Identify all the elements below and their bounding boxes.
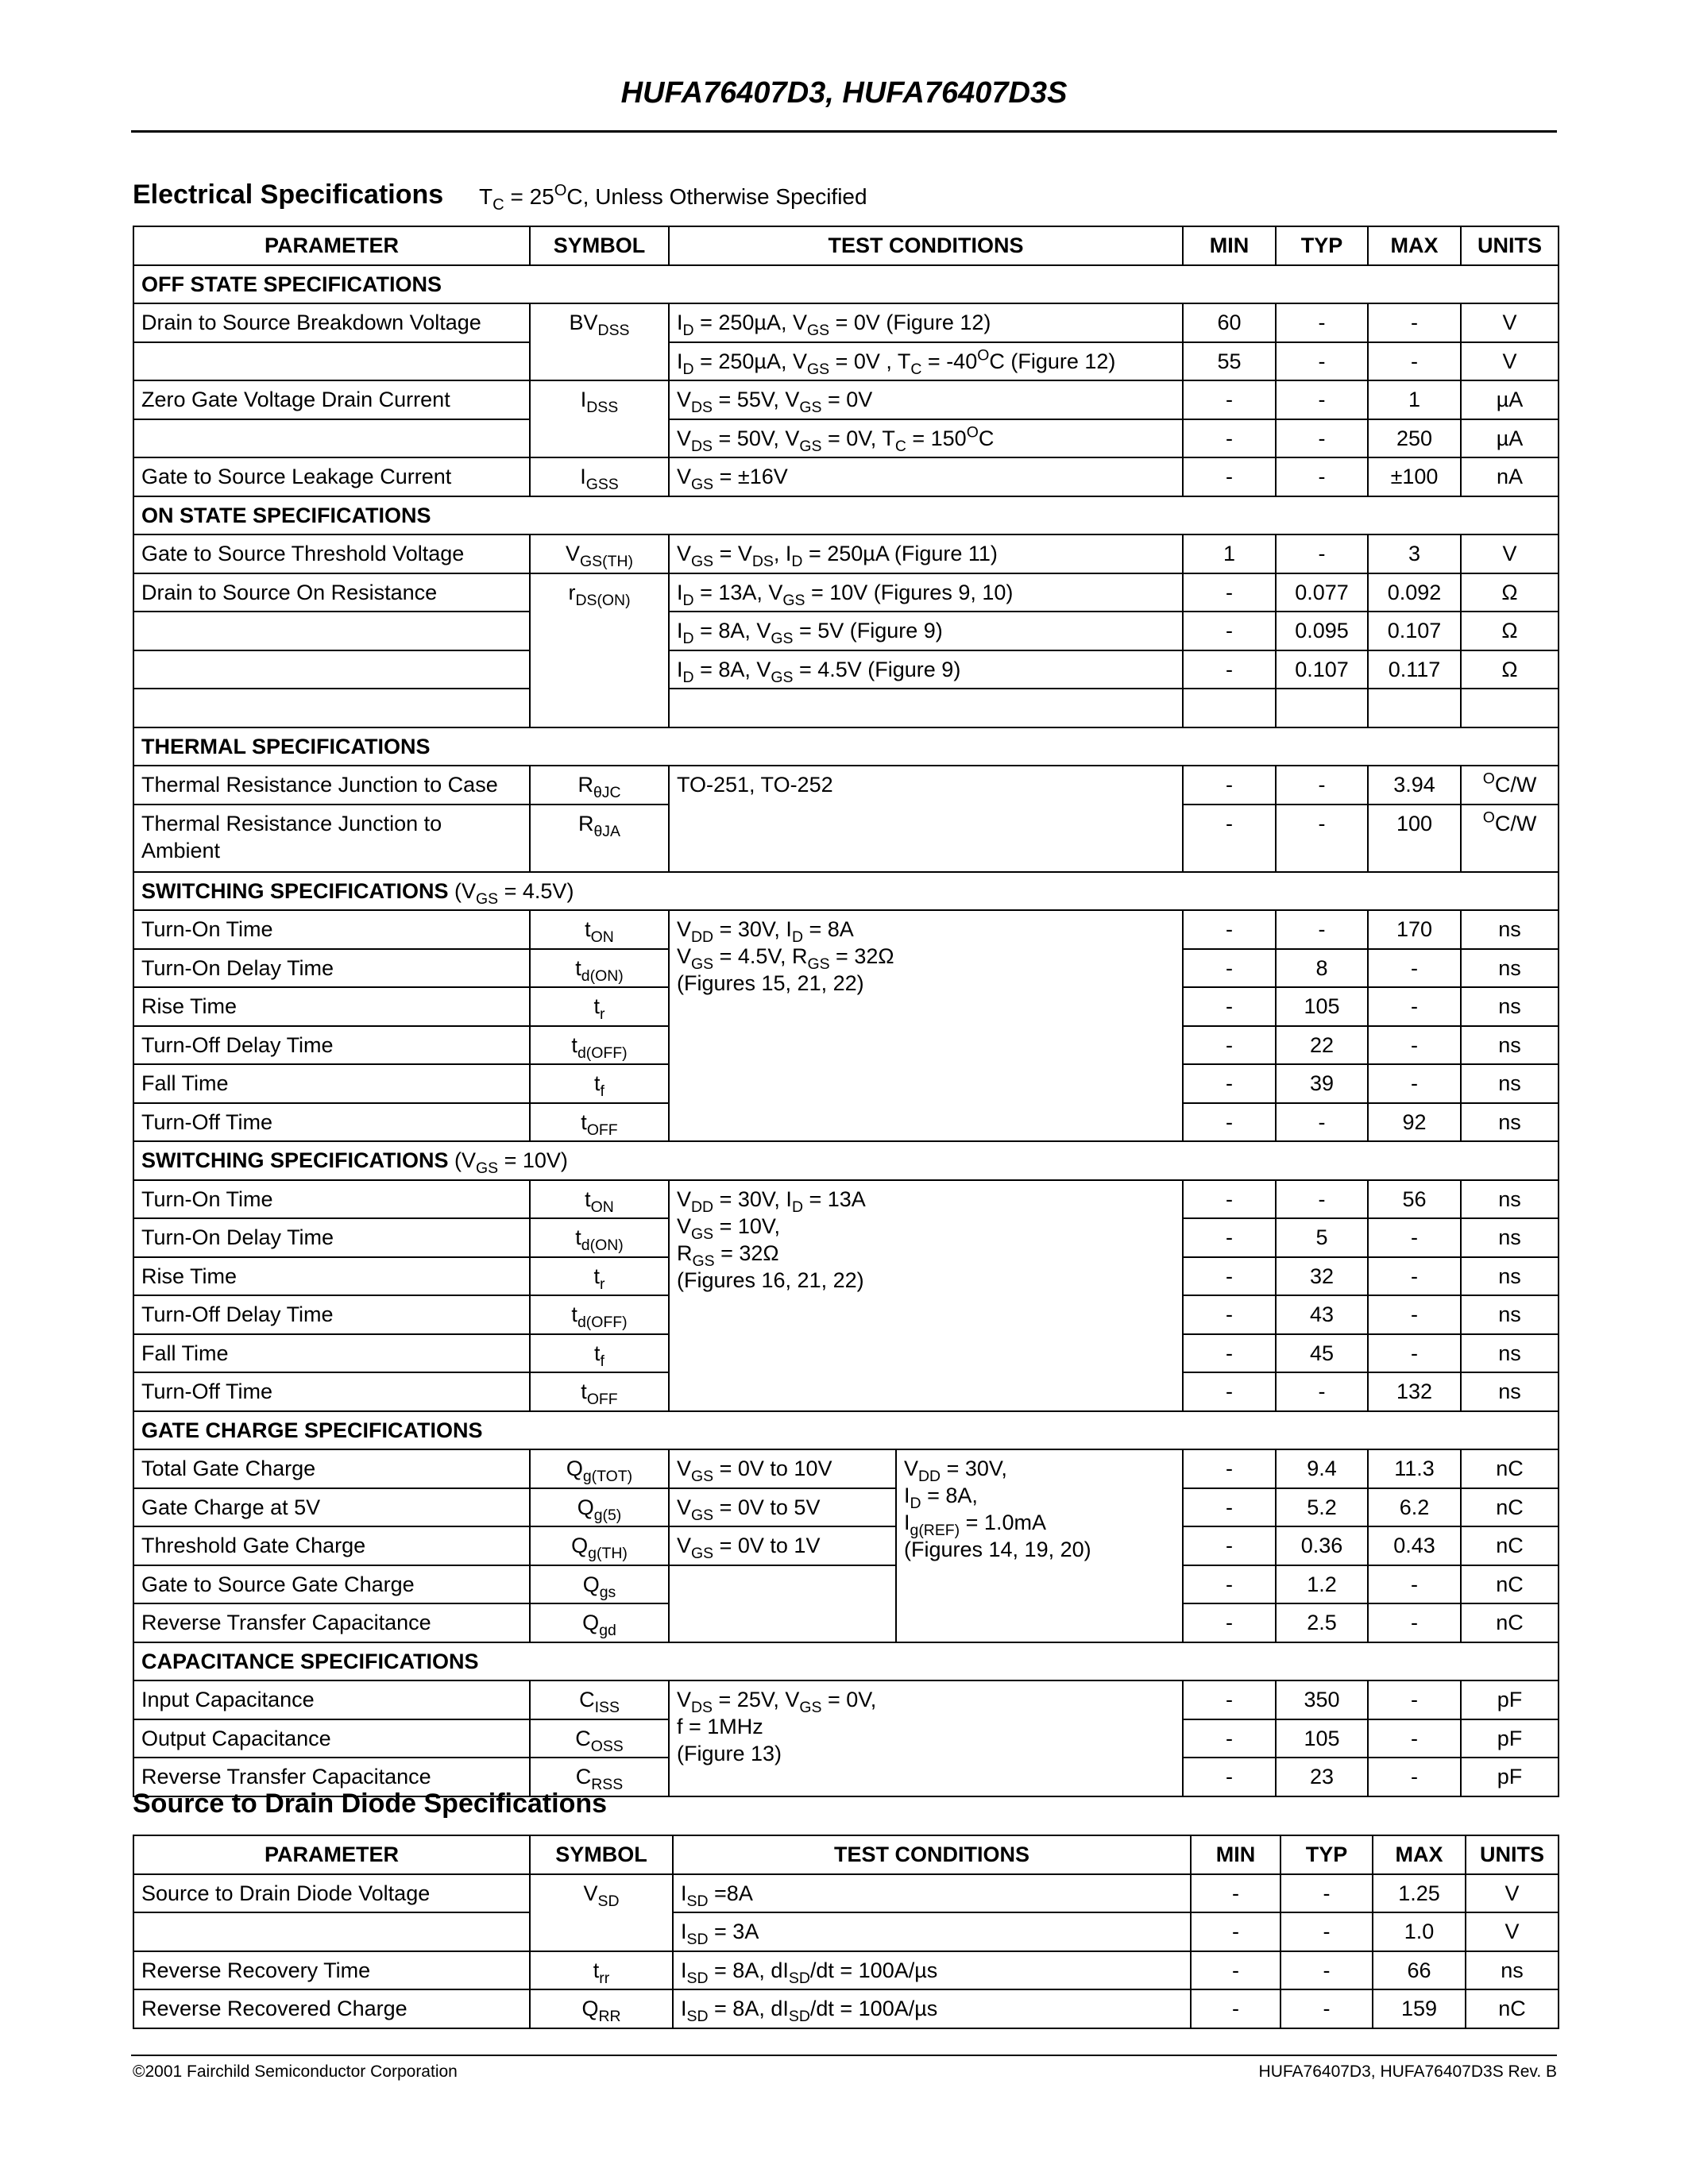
units-cell: V	[1461, 342, 1559, 381]
param-cell: Threshold Gate Charge	[133, 1526, 530, 1565]
cond-cell: $V_{GS} = V_{DS}$, $I_D = 250\mu A$ (Figure 11)	[669, 534, 1183, 573]
max-cell: 0.092	[1368, 573, 1461, 612]
section-gate-charge: GATE CHARGE SPECIFICATIONS	[133, 1411, 1559, 1450]
min-cell: -	[1183, 766, 1276, 805]
units-cell: V	[1461, 303, 1559, 342]
units-cell: V	[1466, 1912, 1559, 1951]
max-cell: 3	[1368, 534, 1461, 573]
param-cell	[133, 342, 530, 381]
table-header-row	[133, 226, 1559, 265]
cond-cell: $I_D = 250\mu A$, $V_{GS} = 0V$ (Figure 12)	[669, 303, 1183, 342]
cond-cell: $V_{DS} = 25V$, $V_{GS} = 0V$, f = 1MHz (Figure 13)	[669, 1680, 1183, 1796]
param-cell: Fall Time	[133, 1064, 530, 1103]
units-cell: ns	[1461, 1295, 1559, 1334]
units-cell: nC	[1461, 1565, 1559, 1604]
section-switching-10v: SWITCHING SPECIFICATIONS $(V_{GS} = 10V)$	[133, 1141, 1559, 1180]
cond-cell: $I_D = 8A$, $V_{GS} = 4.5V$ (Figure 9)	[669, 650, 1183, 689]
units-cell: $^O$C/W	[1461, 766, 1559, 805]
units-cell: ns	[1461, 1334, 1559, 1373]
symbol-cell: $t_{rr}$	[530, 1951, 673, 1990]
symbol-cell: $Q_{RR}$	[530, 1989, 673, 2028]
min-cell	[1183, 689, 1276, 727]
param-cell: Gate to Source Gate Charge	[133, 1565, 530, 1604]
min-cell: -	[1183, 380, 1276, 419]
typ-cell: 23	[1276, 1758, 1368, 1796]
min-cell: -	[1183, 612, 1276, 650]
typ-cell: 45	[1276, 1334, 1368, 1373]
section-thermal: THERMAL SPECIFICATIONS	[133, 727, 1559, 766]
max-cell: -	[1368, 1719, 1461, 1758]
min-cell: -	[1183, 1719, 1276, 1758]
symbol-cell: $t_{d(OFF)}$	[530, 1295, 669, 1334]
col-parameter: PARAMETER	[133, 226, 530, 265]
cond-cell: $V_{GS} = \pm 16V$	[669, 457, 1183, 496]
electrical-spec-table	[133, 226, 1559, 1797]
typ-cell: 350	[1276, 1680, 1368, 1719]
param-cell: Source to Drain Diode Voltage	[133, 1874, 530, 1913]
max-cell: -	[1368, 1758, 1461, 1796]
units-cell: Ω	[1461, 612, 1559, 650]
min-cell: -	[1183, 573, 1276, 612]
symbol-cell: $t_{OFF}$	[530, 1103, 669, 1142]
max-cell: 100	[1368, 805, 1461, 872]
min-cell: -	[1183, 1295, 1276, 1334]
units-cell: pF	[1461, 1758, 1559, 1796]
units-cell: ns	[1461, 1257, 1559, 1296]
cond-cell	[669, 1565, 896, 1642]
diode-spec-title: Source to Drain Diode Specifications	[133, 1788, 608, 1819]
cond-cell: $V_{DD} = 30V$, $I_D = 8A$ $V_{GS} = 4.5V$, $R_{GS} = 32\Omega$ (Figures 15, 21, 22)	[669, 910, 1183, 1141]
symbol-cell: $C_{RSS}$	[530, 1758, 669, 1796]
col-units: UNITS	[1461, 226, 1559, 265]
typ-cell: 0.077	[1276, 573, 1368, 612]
symbol-cell: $t_f$	[530, 1064, 669, 1103]
col-test-conditions: TEST CONDITIONS	[673, 1835, 1191, 1874]
param-cell: Zero Gate Voltage Drain Current	[133, 380, 530, 419]
cond-cell: $I_D = 8A$, $V_{GS} = 5V$ (Figure 9)	[669, 612, 1183, 650]
symbol-cell: $C_{OSS}$	[530, 1719, 669, 1758]
cond-cell: $V_{DS} = 50V$, $V_{GS} = 0V$, $T_C = 150^OC$	[669, 419, 1183, 458]
param-cell: Reverse Transfer Capacitance	[133, 1603, 530, 1642]
units-cell: nC	[1461, 1526, 1559, 1565]
typ-cell: 5	[1276, 1218, 1368, 1257]
symbol-cell: $t_{ON}$	[530, 910, 669, 949]
param-cell: Gate to Source Threshold Voltage	[133, 534, 530, 573]
param-cell: Turn-On Delay Time	[133, 949, 530, 988]
symbol-cell: $Q_{g(5)}$	[530, 1488, 669, 1527]
param-cell: Total Gate Charge	[133, 1449, 530, 1488]
min-cell: -	[1191, 1989, 1280, 2028]
max-cell: -	[1368, 987, 1461, 1026]
table-header-row	[133, 1835, 1559, 1874]
table-row	[133, 1989, 1559, 2028]
max-cell: 170	[1368, 910, 1461, 949]
symbol-cell: $V_{GS(TH)}$	[530, 534, 669, 573]
min-cell: -	[1183, 1372, 1276, 1411]
max-cell: -	[1368, 1295, 1461, 1334]
cond-cell-shared: $V_{DD} = 30V$, $I_D = 8A$, $I_{g(REF)} = 1.0mA$ (Figures 14, 19, 20)	[896, 1449, 1183, 1642]
table-row	[133, 1912, 1559, 1951]
typ-cell: -	[1276, 457, 1368, 496]
table-row	[133, 534, 1559, 573]
param-cell: Reverse Recovered Charge	[133, 1989, 530, 2028]
electrical-spec-title: Electrical Specifications	[133, 179, 444, 210]
section-switching-4v5: SWITCHING SPECIFICATIONS $(V_{GS} = 4.5V)$	[133, 872, 1559, 911]
param-cell: Turn-Off Delay Time	[133, 1026, 530, 1065]
typ-cell: 0.095	[1276, 612, 1368, 650]
typ-cell: 2.5	[1276, 1603, 1368, 1642]
table-row	[133, 1680, 1559, 1719]
max-cell: ±100	[1368, 457, 1461, 496]
param-cell: Drain to Source On Resistance	[133, 573, 530, 612]
units-cell: nA	[1461, 457, 1559, 496]
symbol-cell: $t_{d(ON)}$	[530, 949, 669, 988]
min-cell: -	[1183, 987, 1276, 1026]
units-cell: ns	[1461, 1218, 1559, 1257]
units-cell: $^O$C/W	[1461, 805, 1559, 872]
table-row	[133, 342, 1559, 381]
typ-cell: -	[1280, 1989, 1373, 2028]
typ-cell: 0.36	[1276, 1526, 1368, 1565]
max-cell: 1.0	[1373, 1912, 1466, 1951]
typ-cell: 22	[1276, 1026, 1368, 1065]
table-row	[133, 910, 1559, 949]
max-cell: -	[1368, 303, 1461, 342]
max-cell: 250	[1368, 419, 1461, 458]
typ-cell: 105	[1276, 1719, 1368, 1758]
min-cell: -	[1183, 1488, 1276, 1527]
units-cell: ns	[1461, 1103, 1559, 1142]
typ-cell: -	[1280, 1951, 1373, 1990]
symbol-cell: $Q_{g(TH)}$	[530, 1526, 669, 1565]
cond-cell: $I_{SD} = 8A$, $dI_{SD}/dt = 100A/\mu s$	[673, 1989, 1191, 2028]
cond-cell	[669, 689, 1183, 727]
units-cell: ns	[1461, 949, 1559, 988]
param-cell: Output Capacitance	[133, 1719, 530, 1758]
min-cell: -	[1183, 1103, 1276, 1142]
units-cell: Ω	[1461, 650, 1559, 689]
typ-cell: -	[1276, 534, 1368, 573]
units-cell: nC	[1466, 1989, 1559, 2028]
diode-spec-table	[133, 1835, 1559, 2029]
max-cell: 56	[1368, 1180, 1461, 1219]
col-max: MAX	[1373, 1835, 1466, 1874]
typ-cell: -	[1276, 342, 1368, 381]
symbol-cell: $R_{\theta JA}$	[530, 805, 669, 872]
cond-cell: $V_{GS} = 0V$ to 10V	[669, 1449, 896, 1488]
table-row	[133, 1874, 1559, 1913]
min-cell: 55	[1183, 342, 1276, 381]
min-cell: -	[1183, 457, 1276, 496]
param-cell: Turn-On Time	[133, 1180, 530, 1219]
max-cell: 132	[1368, 1372, 1461, 1411]
units-cell	[1461, 689, 1559, 727]
typ-cell: -	[1276, 380, 1368, 419]
symbol-cell: $t_r$	[530, 1257, 669, 1296]
units-cell: nC	[1461, 1603, 1559, 1642]
col-min: MIN	[1183, 226, 1276, 265]
symbol-cell: $Q_{g(TOT)}$	[530, 1449, 669, 1488]
cond-cell: $V_{GS} = 0V$ to 5V	[669, 1488, 896, 1527]
symbol-cell: $t_{ON}$	[530, 1180, 669, 1219]
symbol-cell: $t_r$	[530, 987, 669, 1026]
col-test-conditions: TEST CONDITIONS	[669, 226, 1183, 265]
param-cell	[133, 650, 530, 689]
max-cell: 1	[1368, 380, 1461, 419]
units-cell: pF	[1461, 1680, 1559, 1719]
typ-cell: -	[1276, 1372, 1368, 1411]
min-cell: -	[1183, 1218, 1276, 1257]
min-cell: -	[1183, 910, 1276, 949]
param-cell: Fall Time	[133, 1334, 530, 1373]
max-cell: 159	[1373, 1989, 1466, 2028]
typ-cell: -	[1276, 419, 1368, 458]
param-cell: Turn-Off Delay Time	[133, 1295, 530, 1334]
min-cell: -	[1183, 805, 1276, 872]
symbol-cell: $Q_{gd}$	[530, 1603, 669, 1642]
cond-cell: $I_{SD} =8A$	[673, 1874, 1191, 1913]
symbol-cell: $R_{\theta JC}$	[530, 766, 669, 805]
table-row	[133, 419, 1559, 458]
units-cell: nC	[1461, 1488, 1559, 1527]
typ-cell	[1276, 689, 1368, 727]
electrical-spec-conditions: $T_C = 25^OC$, Unless Otherwise Specified	[479, 181, 867, 214]
col-typ: TYP	[1276, 226, 1368, 265]
units-cell: ns	[1461, 1372, 1559, 1411]
cond-cell: $I_D = 13A$, $V_{GS} = 10V$ (Figures 9, 10)	[669, 573, 1183, 612]
param-cell: Rise Time	[133, 1257, 530, 1296]
col-symbol: SYMBOL	[530, 1835, 673, 1874]
col-min: MIN	[1191, 1835, 1280, 1874]
typ-cell: -	[1276, 1180, 1368, 1219]
cond-cell: $V_{DD} = 30V$, $I_D = 13A$ $V_{GS} = 10V$, $R_{GS} = 32\Omega$ (Figures 16, 21, 22)	[669, 1180, 1183, 1411]
min-cell: 1	[1183, 534, 1276, 573]
min-cell: -	[1183, 1449, 1276, 1488]
typ-cell: -	[1280, 1874, 1373, 1913]
section-row	[133, 1642, 1559, 1681]
typ-cell: -	[1276, 303, 1368, 342]
col-symbol: SYMBOL	[530, 226, 669, 265]
max-cell: 92	[1368, 1103, 1461, 1142]
table-row	[133, 380, 1559, 419]
section-row	[133, 265, 1559, 304]
param-cell: Reverse Recovery Time	[133, 1951, 530, 1990]
typ-cell: 9.4	[1276, 1449, 1368, 1488]
typ-cell: 43	[1276, 1295, 1368, 1334]
param-cell: Reverse Transfer Capacitance	[133, 1758, 530, 1796]
section-row	[133, 496, 1559, 535]
units-cell: ns	[1461, 1064, 1559, 1103]
symbol-cell: $V_{SD}$	[530, 1874, 673, 1951]
typ-cell: 32	[1276, 1257, 1368, 1296]
param-cell: Drain to Source Breakdown Voltage	[133, 303, 530, 342]
cond-cell: $V_{GS} = 0V$ to 1V	[669, 1526, 896, 1565]
min-cell: -	[1183, 1603, 1276, 1642]
min-cell: -	[1183, 1257, 1276, 1296]
max-cell: 66	[1373, 1951, 1466, 1990]
cond-cell: $V_{DS} = 55V$, $V_{GS} = 0V$	[669, 380, 1183, 419]
max-cell: 0.117	[1368, 650, 1461, 689]
units-cell: ns	[1461, 987, 1559, 1026]
section-off-state: OFF STATE SPECIFICATIONS	[133, 265, 1559, 304]
max-cell: -	[1368, 342, 1461, 381]
max-cell: -	[1368, 1026, 1461, 1065]
table-row	[133, 766, 1559, 805]
max-cell: 6.2	[1368, 1488, 1461, 1527]
typ-cell: -	[1276, 805, 1368, 872]
table-row	[133, 612, 1559, 650]
symbol-cell: $t_f$	[530, 1334, 669, 1373]
table-row	[133, 1951, 1559, 1990]
col-typ: TYP	[1280, 1835, 1373, 1874]
param-cell	[133, 689, 530, 727]
param-cell: Turn-Off Time	[133, 1372, 530, 1411]
min-cell: -	[1191, 1951, 1280, 1990]
table-row	[133, 689, 1559, 727]
min-cell: -	[1183, 419, 1276, 458]
max-cell: -	[1368, 1257, 1461, 1296]
section-row	[133, 1411, 1559, 1450]
min-cell: -	[1183, 650, 1276, 689]
min-cell: -	[1191, 1912, 1280, 1951]
max-cell: -	[1368, 1565, 1461, 1604]
symbol-cell: $Q_{gs}$	[530, 1565, 669, 1604]
header-rule	[131, 130, 1557, 133]
param-cell: Turn-On Delay Time	[133, 1218, 530, 1257]
col-parameter: PARAMETER	[133, 1835, 530, 1874]
max-cell	[1368, 689, 1461, 727]
units-cell: µA	[1461, 380, 1559, 419]
symbol-cell: $t_{d(ON)}$	[530, 1218, 669, 1257]
units-cell: nC	[1461, 1449, 1559, 1488]
typ-cell: -	[1276, 910, 1368, 949]
min-cell: -	[1183, 1680, 1276, 1719]
param-cell: Thermal Resistance Junction to Case	[133, 766, 530, 805]
param-cell: Turn-Off Time	[133, 1103, 530, 1142]
param-cell: Turn-On Time	[133, 910, 530, 949]
page-title: HUFA76407D3, HUFA76407D3S	[620, 76, 1068, 110]
section-capacitance: CAPACITANCE SPECIFICATIONS	[133, 1642, 1559, 1681]
min-cell: 60	[1183, 303, 1276, 342]
typ-cell: -	[1280, 1912, 1373, 1951]
max-cell: 0.43	[1368, 1526, 1461, 1565]
units-cell: Ω	[1461, 573, 1559, 612]
table-row	[133, 1180, 1559, 1219]
symbol-cell: $t_{OFF}$	[530, 1372, 669, 1411]
typ-cell: -	[1276, 1103, 1368, 1142]
section-row	[133, 1141, 1559, 1180]
footer-copyright: ©2001 Fairchild Semiconductor Corporation	[133, 2062, 458, 2081]
col-max: MAX	[1368, 226, 1461, 265]
max-cell: 3.94	[1368, 766, 1461, 805]
symbol-cell: $t_{d(OFF)}$	[530, 1026, 669, 1065]
units-cell: V	[1466, 1874, 1559, 1913]
symbol-cell: $BV_{DSS}$	[530, 303, 669, 380]
typ-cell: 8	[1276, 949, 1368, 988]
typ-cell: -	[1276, 766, 1368, 805]
typ-cell: 1.2	[1276, 1565, 1368, 1604]
symbol-cell: $I_{GSS}$	[530, 457, 669, 496]
min-cell: -	[1183, 1758, 1276, 1796]
units-cell: ns	[1466, 1951, 1559, 1990]
typ-cell: 39	[1276, 1064, 1368, 1103]
max-cell: -	[1368, 949, 1461, 988]
cond-cell: $I_D = 250\mu A$, $V_{GS} = 0V$ , $T_C = -40^OC$ (Figure 12)	[669, 342, 1183, 381]
max-cell: 0.107	[1368, 612, 1461, 650]
typ-cell: 5.2	[1276, 1488, 1368, 1527]
units-cell: ns	[1461, 910, 1559, 949]
units-cell: V	[1461, 534, 1559, 573]
table-row	[133, 650, 1559, 689]
footer-rule	[131, 2055, 1557, 2056]
min-cell: -	[1183, 1026, 1276, 1065]
table-row	[133, 573, 1559, 612]
param-cell	[133, 1912, 530, 1951]
symbol-cell: $r_{DS(ON)}$	[530, 573, 669, 727]
table-row	[133, 1449, 1559, 1488]
section-on-state: ON STATE SPECIFICATIONS	[133, 496, 1559, 535]
footer-part-revision: HUFA76407D3, HUFA76407D3S Rev. B	[1258, 2062, 1557, 2081]
param-cell: Input Capacitance	[133, 1680, 530, 1719]
max-cell: 11.3	[1368, 1449, 1461, 1488]
min-cell: -	[1183, 1334, 1276, 1373]
param-cell: Gate to Source Leakage Current	[133, 457, 530, 496]
param-cell: Rise Time	[133, 987, 530, 1026]
max-cell: -	[1368, 1603, 1461, 1642]
units-cell: pF	[1461, 1719, 1559, 1758]
max-cell: -	[1368, 1334, 1461, 1373]
param-cell	[133, 612, 530, 650]
symbol-cell: $I_{DSS}$	[530, 380, 669, 457]
table-row	[133, 1526, 1559, 1565]
param-cell	[133, 419, 530, 458]
min-cell: -	[1183, 1180, 1276, 1219]
param-cell: Thermal Resistance Junction to Ambient	[133, 805, 530, 872]
min-cell: -	[1183, 1064, 1276, 1103]
cond-cell: $I_{SD} = 3A$	[673, 1912, 1191, 1951]
cond-cell: TO-251, TO-252	[669, 766, 1183, 872]
section-row	[133, 872, 1559, 911]
units-cell: ns	[1461, 1026, 1559, 1065]
max-cell: 1.25	[1373, 1874, 1466, 1913]
min-cell: -	[1191, 1874, 1280, 1913]
min-cell: -	[1183, 949, 1276, 988]
max-cell: -	[1368, 1064, 1461, 1103]
section-row	[133, 727, 1559, 766]
symbol-cell: $C_{ISS}$	[530, 1680, 669, 1719]
max-cell: -	[1368, 1680, 1461, 1719]
col-units: UNITS	[1466, 1835, 1559, 1874]
units-cell: ns	[1461, 1180, 1559, 1219]
min-cell: -	[1183, 1526, 1276, 1565]
table-row	[133, 303, 1559, 342]
table-row	[133, 1488, 1559, 1527]
table-row	[133, 457, 1559, 496]
max-cell: -	[1368, 1218, 1461, 1257]
units-cell: µA	[1461, 419, 1559, 458]
table-row	[133, 1565, 1559, 1604]
min-cell: -	[1183, 1565, 1276, 1604]
cond-cell: $I_{SD} = 8A$, $dI_{SD}/dt = 100A/\mu s$	[673, 1951, 1191, 1990]
param-cell: Gate Charge at 5V	[133, 1488, 530, 1527]
typ-cell: 105	[1276, 987, 1368, 1026]
typ-cell: 0.107	[1276, 650, 1368, 689]
